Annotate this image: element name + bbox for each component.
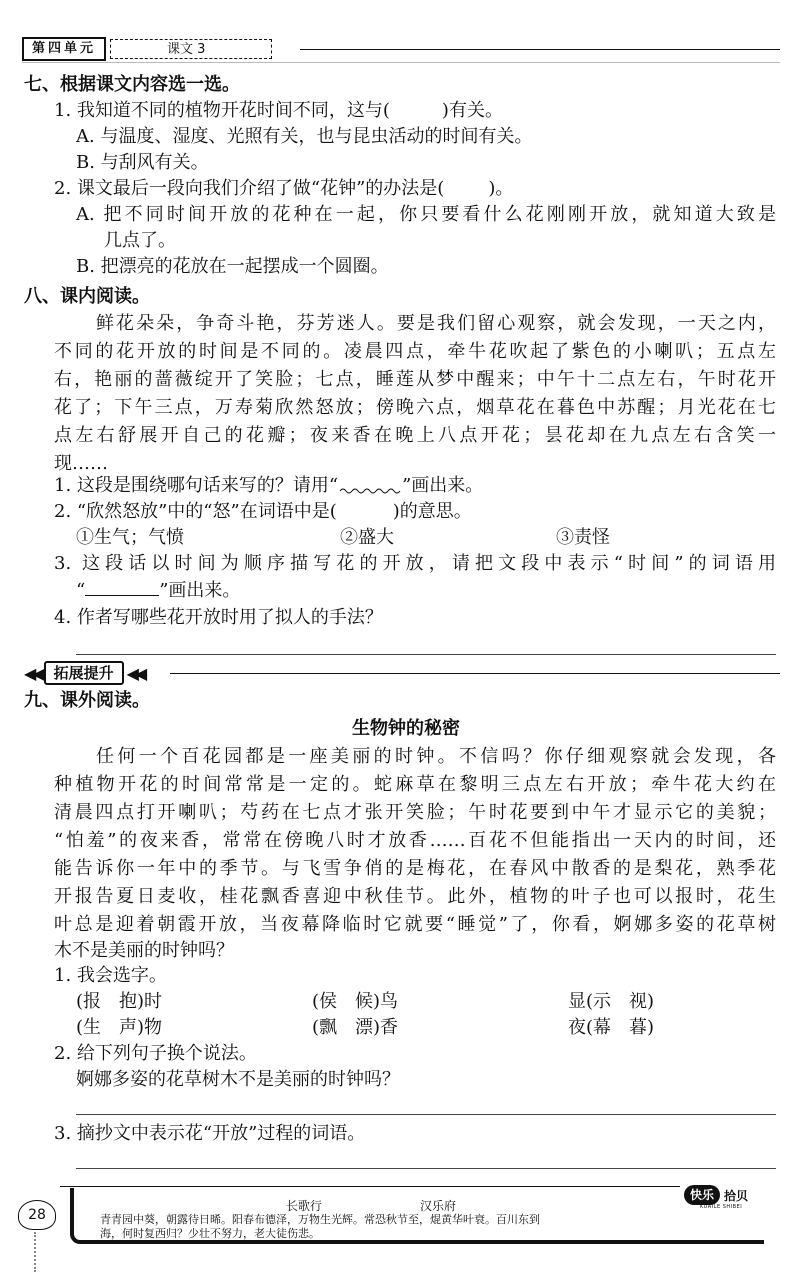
logo-main: 快乐 [684, 1185, 720, 1205]
answer-line[interactable] [76, 654, 776, 655]
double-arrow-left-icon: ◀◀ [24, 663, 41, 683]
banner-rule [170, 673, 780, 674]
sec7-question-2: 2. 课文最后一段向我们介绍了做“花钟”的办法是( )。 [54, 178, 514, 199]
char-choice[interactable]: 夜(幕 暮) [568, 1017, 655, 1038]
sec8-question-1: 1. 这段是围绕哪句话来写的？请用“ ”画出来。 [54, 475, 484, 496]
sec8-question-4: 4. 作者写哪些花开放时用了拟人的手法？ [54, 607, 383, 628]
sec9-question-2: 2. 给下列句子换个说法。 [54, 1043, 257, 1064]
footer-rule [60, 1186, 680, 1187]
unit-label: 第四单元 [22, 37, 106, 61]
section-7-title: 七、根据课文内容选一选。 [24, 74, 240, 95]
sec8-q2-option-3: ③责怪 [556, 527, 610, 548]
sec9-passage-line: 任何一个百花园都是一座美丽的时钟。不信吗？你仔细观察就会发现，各 [96, 746, 776, 767]
logo-subtext: KUAILE SHIBEI [700, 1204, 743, 1210]
page-header [22, 37, 272, 61]
double-arrow-left-icon: ◀◀ [126, 663, 144, 683]
underline-mark [85, 577, 159, 596]
section-8-title: 八、课内阅读。 [24, 286, 150, 307]
answer-line[interactable] [76, 1114, 776, 1115]
char-choice[interactable]: (侯 候)鸟 [312, 991, 399, 1012]
sec8-passage-line: 右，艳丽的蔷薇绽开了笑脸；七点，睡莲从梦中醒来；中午十二点左右，午时花开 [54, 369, 776, 390]
sec7-q1-option-b: B. 与刮风有关。 [76, 152, 209, 173]
sec9-passage-line: 清晨四点打开喇叭；芍药在七点才张开笑脸；午时花要到中午才显示它的美貌； [54, 802, 776, 823]
sec8-passage-line: 现…… [54, 453, 108, 474]
poem-source: 汉乐府 [420, 1199, 457, 1213]
sec8-q2-option-1: ①生气；气愤 [76, 527, 184, 548]
char-choice[interactable]: 显(示 视) [568, 991, 655, 1012]
sec8-passage-line: 不同的花开放的时间是不同的。凌晨四点，牵牛花吹起了紫色的小喇叭；五点左 [54, 341, 776, 362]
sec8-passage-line: 点左右舒展开自己的花瓣；夜来香在晚上八点开花；昙花却在九点左右含笑一 [54, 425, 776, 446]
sec9-passage-line: 木不是美丽的时钟吗？ [54, 940, 234, 961]
page-number: 28 [18, 1200, 56, 1230]
sec9-passage-line: 叶总是迎着朝霞开放，当夜幕降临时它就要“睡觉”了，你看，婀娜多姿的花草树 [54, 914, 776, 935]
poem-line: 海，何时复西归？少壮不努力，老大徒伤悲。 [100, 1227, 320, 1240]
answer-line[interactable] [76, 1168, 776, 1169]
sec8-question-2: 2. “欣然怒放”中的“怒”在词语中是( )的意思。 [54, 501, 472, 522]
sec9-question-3: 3. 摘抄文中表示花“开放”过程的词语。 [54, 1123, 366, 1144]
sec9-passage-line: 开报告夏日麦收，桂花飘香喜迎中秋佳节。此外，植物的叶子也可以报时，花生 [54, 886, 776, 907]
sec7-q2-option-b: B. 把漂亮的花放在一起摆成一个圆圈。 [76, 256, 389, 277]
sec8-passage-line: 鲜花朵朵，争奇斗艳，芬芳迷人。要是我们留心观察，就会发现，一天之内， [96, 313, 776, 334]
wavy-line-mark [338, 477, 402, 495]
banner-label: 拓展提升 [44, 661, 124, 685]
sec8-question-3-line2: “ ”画出来。 [76, 577, 240, 604]
poem-line: 青青园中葵，朝露待日晞。阳春布德泽，万物生光辉。常恐秋节至，焜黄华叶衰。百川东到 [100, 1213, 540, 1226]
sec7-q1-option-a: A. 与温度、湿度、光照有关，也与昆虫活动的时间有关。 [76, 126, 533, 147]
poem-title: 长歌行 [286, 1199, 323, 1213]
char-choice[interactable]: (生 声)物 [76, 1017, 163, 1038]
sec7-q2-option-a-line2: 几点了。 [104, 230, 176, 251]
sec7-q2-option-a-line1: A. 把不同时间开放的花种在一起，你只要看什么花刚刚开放，就知道大致是 [76, 204, 776, 225]
sec9-passage-line: 能告诉你一年中的季节。与飞雪争俏的是梅花，在春风中散香的是梨花，熟季花 [54, 858, 776, 879]
decorative-dots [34, 1232, 42, 1272]
header-rule-thin [22, 62, 780, 63]
sec9-passage-line: “怕羞”的夜来香，常常在傍晚八时才放香……百花不但能指出一天内的时间，还 [54, 830, 776, 851]
sec8-passage-line: 花了；下午三点，万寿菊欣然怒放；傍晚六点，烟草花在暮色中苏醒；月光花在七 [54, 397, 776, 418]
sec8-question-3-line1: 3. 这段话以时间为顺序描写花的开放，请把文段中表示“时间”的词语用 [54, 553, 776, 574]
sec9-question-1: 1. 我会选字。 [54, 965, 167, 986]
section-9-title: 九、课外阅读。 [24, 690, 150, 711]
char-choice[interactable]: (报 抱)时 [76, 991, 163, 1012]
extension-banner [24, 662, 143, 684]
header-rule [300, 49, 780, 50]
sec7-question-1: 1. 我知道不同的植物开花时间不同，这与( )有关。 [54, 100, 503, 121]
sec8-q2-option-2: ②盛大 [340, 527, 394, 548]
sec9-q2-sentence: 婀娜多姿的花草树木不是美丽的时钟吗？ [76, 1069, 400, 1090]
logo-side: 拾贝 [724, 1188, 749, 1203]
sec9-passage-line: 种植物开花的时间常常是一定的。蛇麻草在黎明三点左右开放；牵牛花大约在 [54, 774, 776, 795]
lesson-label: 课文 3 [110, 39, 272, 59]
char-choice[interactable]: (飘 漂)香 [312, 1017, 399, 1038]
article-title: 生物钟的秘密 [352, 718, 460, 739]
